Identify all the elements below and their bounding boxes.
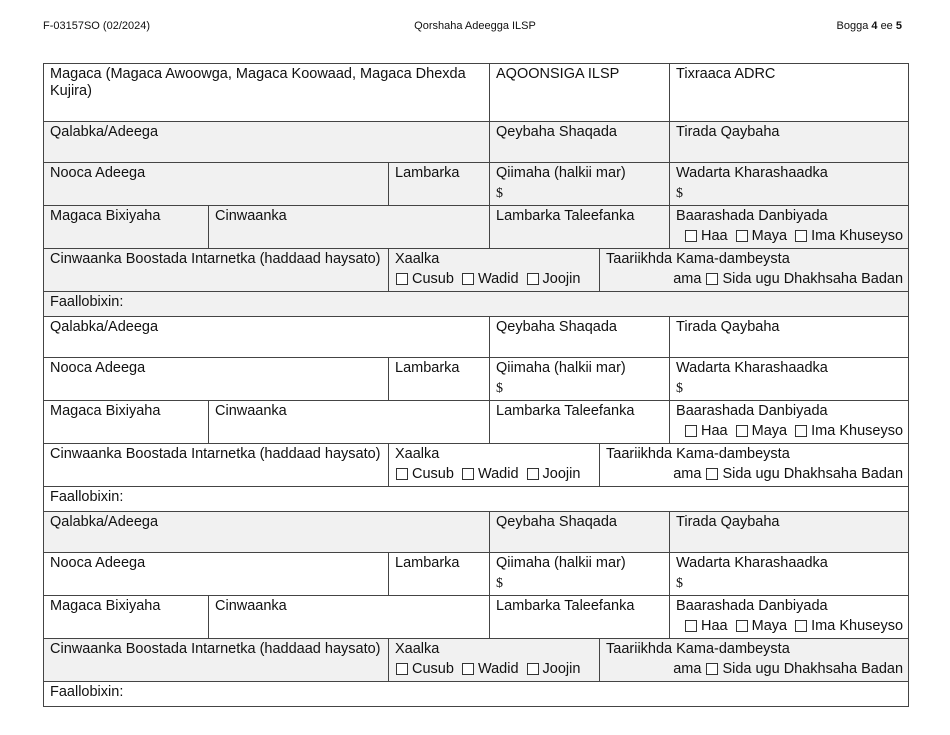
end-date-options <box>606 271 903 288</box>
ilsp-service-form <box>43 63 909 707</box>
email-label: Cinwaanka Boostada Intarnetka (haddaad haysato) <box>50 641 381 657</box>
total-cost-field[interactable] <box>670 163 909 206</box>
name-label: Magaca (Magaca Awoowga, Magaca Koowaad, Magaca Dhexda Kujira) <box>50 66 466 99</box>
address-field[interactable] <box>209 596 490 639</box>
name-row <box>44 64 909 122</box>
status-stop-label: Joojin <box>542 661 581 677</box>
end-date-field[interactable] <box>600 639 909 682</box>
background-check-field <box>670 206 909 249</box>
bg-yes-checkbox[interactable] <box>685 425 697 437</box>
status-row <box>44 249 909 292</box>
provider-row <box>44 122 909 163</box>
total-cost-field[interactable] <box>670 553 909 596</box>
notes-row <box>44 682 909 707</box>
funding-source-field[interactable] <box>490 512 670 553</box>
status-field <box>389 639 600 682</box>
payment-line-label: Tirada Qaybaha <box>676 319 780 335</box>
bg-no-checkbox[interactable] <box>736 425 748 437</box>
email-label: Cinwaanka Boostada Intarnetka (haddaad haysato) <box>50 251 381 267</box>
provider-field[interactable] <box>44 512 490 553</box>
asap-label: Sida ugu Dhakhsaha Badan <box>722 271 904 287</box>
notes-field[interactable] <box>44 292 909 317</box>
status-field <box>389 249 600 292</box>
provider-field[interactable] <box>44 317 490 358</box>
total-cost-field[interactable] <box>670 358 909 401</box>
notes-label: Faallobixin: <box>50 489 124 505</box>
background-check-field <box>670 401 909 444</box>
payment-line-label: Tirada Qaybaha <box>676 514 780 530</box>
vendor-name-field[interactable] <box>44 401 209 444</box>
service-type-field[interactable] <box>44 163 389 206</box>
number-field[interactable] <box>389 163 490 206</box>
form-id: F-03157SO (02/2024) <box>43 20 151 32</box>
unit-value-label: Qiimaha (halkii mar) <box>496 165 626 181</box>
bg-na-label: Ima Khuseyso <box>811 228 904 244</box>
status-row <box>44 444 909 487</box>
status-update-label: Wadid <box>477 661 519 677</box>
status-update-label: Wadid <box>477 466 519 482</box>
service-type-row <box>44 163 909 206</box>
phone-label: Lambarka Taleefanka <box>496 598 635 614</box>
status-new-checkbox[interactable] <box>396 663 408 675</box>
address-label: Cinwaanka <box>215 598 287 614</box>
total-cost-label: Wadarta Kharashaadka <box>676 165 828 181</box>
vendor-row <box>44 401 909 444</box>
email-field[interactable] <box>44 444 389 487</box>
provider-field[interactable] <box>44 122 490 163</box>
currency-symbol: $ <box>496 381 504 396</box>
bg-no-label: Maya <box>751 228 788 244</box>
status-new-checkbox[interactable] <box>396 468 408 480</box>
notes-row <box>44 487 909 512</box>
status-options <box>395 466 594 483</box>
email-label: Cinwaanka Boostada Intarnetka (haddaad haysato) <box>50 446 381 462</box>
currency-symbol: $ <box>676 186 684 201</box>
bg-no-label: Maya <box>751 423 788 439</box>
bg-na-checkbox[interactable] <box>795 425 807 437</box>
background-check-field <box>670 596 909 639</box>
bg-yes-label: Haa <box>701 423 728 439</box>
number-label: Lambarka <box>395 360 460 376</box>
page-of: ee <box>880 20 893 32</box>
phone-field[interactable] <box>490 206 670 249</box>
status-stop-checkbox[interactable] <box>527 468 539 480</box>
end-date-label: Taariikhda Kama-dambeysta <box>606 446 790 462</box>
provider-label: Qalabka/Adeega <box>50 124 159 140</box>
service-type-field[interactable] <box>44 358 389 401</box>
ilsp-id-field[interactable] <box>490 64 670 122</box>
funding-source-field[interactable] <box>490 317 670 358</box>
payment-line-label: Tirada Qaybaha <box>676 124 780 140</box>
vendor-name-label: Magaca Bixiyaha <box>50 403 161 419</box>
vendor-row <box>44 596 909 639</box>
status-new-label: Cusub <box>412 271 454 287</box>
end-date-field[interactable] <box>600 249 909 292</box>
asap-checkbox[interactable] <box>706 468 718 480</box>
name-field[interactable] <box>44 64 490 122</box>
status-update-checkbox[interactable] <box>462 273 474 285</box>
payment-line-field[interactable] <box>670 512 909 553</box>
notes-field[interactable] <box>44 682 909 707</box>
status-update-checkbox[interactable] <box>462 468 474 480</box>
bg-yes-checkbox[interactable] <box>685 620 697 632</box>
vendor-name-label: Magaca Bixiyaha <box>50 598 161 614</box>
vendor-row <box>44 206 909 249</box>
bg-no-checkbox[interactable] <box>736 620 748 632</box>
unit-value-label: Qiimaha (halkii mar) <box>496 360 626 376</box>
service-type-row <box>44 358 909 401</box>
end-date-or: ama <box>673 661 702 677</box>
status-options <box>395 661 594 678</box>
page-number <box>837 20 903 32</box>
email-field[interactable] <box>44 639 389 682</box>
phone-label: Lambarka Taleefanka <box>496 403 635 419</box>
notes-row <box>44 292 909 317</box>
form-title: Qorshaha Adeegga ILSP <box>414 20 536 32</box>
provider-row <box>44 512 909 553</box>
address-field[interactable] <box>209 401 490 444</box>
total-cost-label: Wadarta Kharashaadka <box>676 360 828 376</box>
provider-label: Qalabka/Adeega <box>50 514 159 530</box>
service-type-field[interactable] <box>44 553 389 596</box>
bg-yes-checkbox[interactable] <box>685 230 697 242</box>
number-label: Lambarka <box>395 165 460 181</box>
payment-line-field[interactable] <box>670 122 909 163</box>
end-date-or: ama <box>673 271 702 287</box>
vendor-name-field[interactable] <box>44 206 209 249</box>
status-options <box>395 271 594 288</box>
bg-yes-label: Haa <box>701 228 728 244</box>
number-label: Lambarka <box>395 555 460 571</box>
total-cost-label: Wadarta Kharashaadka <box>676 555 828 571</box>
end-date-label: Taariikhda Kama-dambeysta <box>606 251 790 267</box>
notes-field[interactable] <box>44 487 909 512</box>
currency-symbol: $ <box>496 186 504 201</box>
address-label: Cinwaanka <box>215 403 287 419</box>
number-field[interactable] <box>389 358 490 401</box>
status-new-label: Cusub <box>412 661 454 677</box>
phone-field[interactable] <box>490 401 670 444</box>
bg-no-checkbox[interactable] <box>736 230 748 242</box>
unit-value-field[interactable] <box>490 163 670 206</box>
ilsp-id-label: AQOONSIGA ILSP <box>496 66 620 82</box>
currency-symbol: $ <box>676 576 684 591</box>
end-date-or: ama <box>673 466 702 482</box>
status-new-checkbox[interactable] <box>396 273 408 285</box>
status-stop-checkbox[interactable] <box>527 663 539 675</box>
page-current: 4 <box>871 20 878 32</box>
funding-source-label: Qeybaha Shaqada <box>496 319 617 335</box>
vendor-name-field[interactable] <box>44 596 209 639</box>
page-word: Bogga <box>836 20 869 32</box>
background-check-label: Baarashada Danbiyada <box>676 208 828 224</box>
status-row <box>44 639 909 682</box>
address-label: Cinwaanka <box>215 208 287 224</box>
notes-label: Faallobixin: <box>50 684 124 700</box>
status-new-label: Cusub <box>412 466 454 482</box>
unit-value-field[interactable] <box>490 553 670 596</box>
currency-symbol: $ <box>496 576 504 591</box>
currency-symbol: $ <box>676 381 684 396</box>
status-label: Xaalka <box>395 446 440 462</box>
end-date-options <box>606 466 903 483</box>
email-field[interactable] <box>44 249 389 292</box>
service-type-label: Nooca Adeega <box>50 165 146 181</box>
bg-na-checkbox[interactable] <box>795 620 807 632</box>
bg-na-label: Ima Khuseyso <box>811 423 904 439</box>
page-total: 5 <box>895 20 902 32</box>
background-check-options <box>676 618 903 635</box>
status-update-label: Wadid <box>477 271 519 287</box>
funding-source-field[interactable] <box>490 122 670 163</box>
bg-no-label: Maya <box>751 618 788 634</box>
background-check-options <box>676 423 903 440</box>
vendor-name-label: Magaca Bixiyaha <box>50 208 161 224</box>
funding-source-label: Qeybaha Shaqada <box>496 514 617 530</box>
status-label: Xaalka <box>395 641 440 657</box>
unit-value-label: Qiimaha (halkii mar) <box>496 555 626 571</box>
service-type-label: Nooca Adeega <box>50 555 146 571</box>
notes-label: Faallobixin: <box>50 294 124 310</box>
phone-field[interactable] <box>490 596 670 639</box>
status-label: Xaalka <box>395 251 440 267</box>
end-date-label: Taariikhda Kama-dambeysta <box>606 641 790 657</box>
asap-checkbox[interactable] <box>706 273 718 285</box>
address-field[interactable] <box>209 206 490 249</box>
status-update-checkbox[interactable] <box>462 663 474 675</box>
background-check-options <box>676 228 903 245</box>
background-check-label: Baarashada Danbiyada <box>676 403 828 419</box>
bg-na-label: Ima Khuseyso <box>811 618 904 634</box>
unit-value-field[interactable] <box>490 358 670 401</box>
service-type-row <box>44 553 909 596</box>
asap-label: Sida ugu Dhakhsaha Badan <box>722 466 904 482</box>
end-date-field[interactable] <box>600 444 909 487</box>
asap-label: Sida ugu Dhakhsaha Badan <box>722 661 904 677</box>
funding-source-label: Qeybaha Shaqada <box>496 124 617 140</box>
bg-yes-label: Haa <box>701 618 728 634</box>
asap-checkbox[interactable] <box>706 663 718 675</box>
number-field[interactable] <box>389 553 490 596</box>
status-stop-checkbox[interactable] <box>527 273 539 285</box>
end-date-options <box>606 661 903 678</box>
provider-row <box>44 317 909 358</box>
background-check-label: Baarashada Danbiyada <box>676 598 828 614</box>
adrc-referral-field[interactable] <box>670 64 909 122</box>
bg-na-checkbox[interactable] <box>795 230 807 242</box>
service-type-label: Nooca Adeega <box>50 360 146 376</box>
status-stop-label: Joojin <box>542 466 581 482</box>
status-stop-label: Joojin <box>542 271 581 287</box>
phone-label: Lambarka Taleefanka <box>496 208 635 224</box>
adrc-label: Tixraaca ADRC <box>676 66 776 82</box>
provider-label: Qalabka/Adeega <box>50 319 159 335</box>
payment-line-field[interactable] <box>670 317 909 358</box>
status-field <box>389 444 600 487</box>
